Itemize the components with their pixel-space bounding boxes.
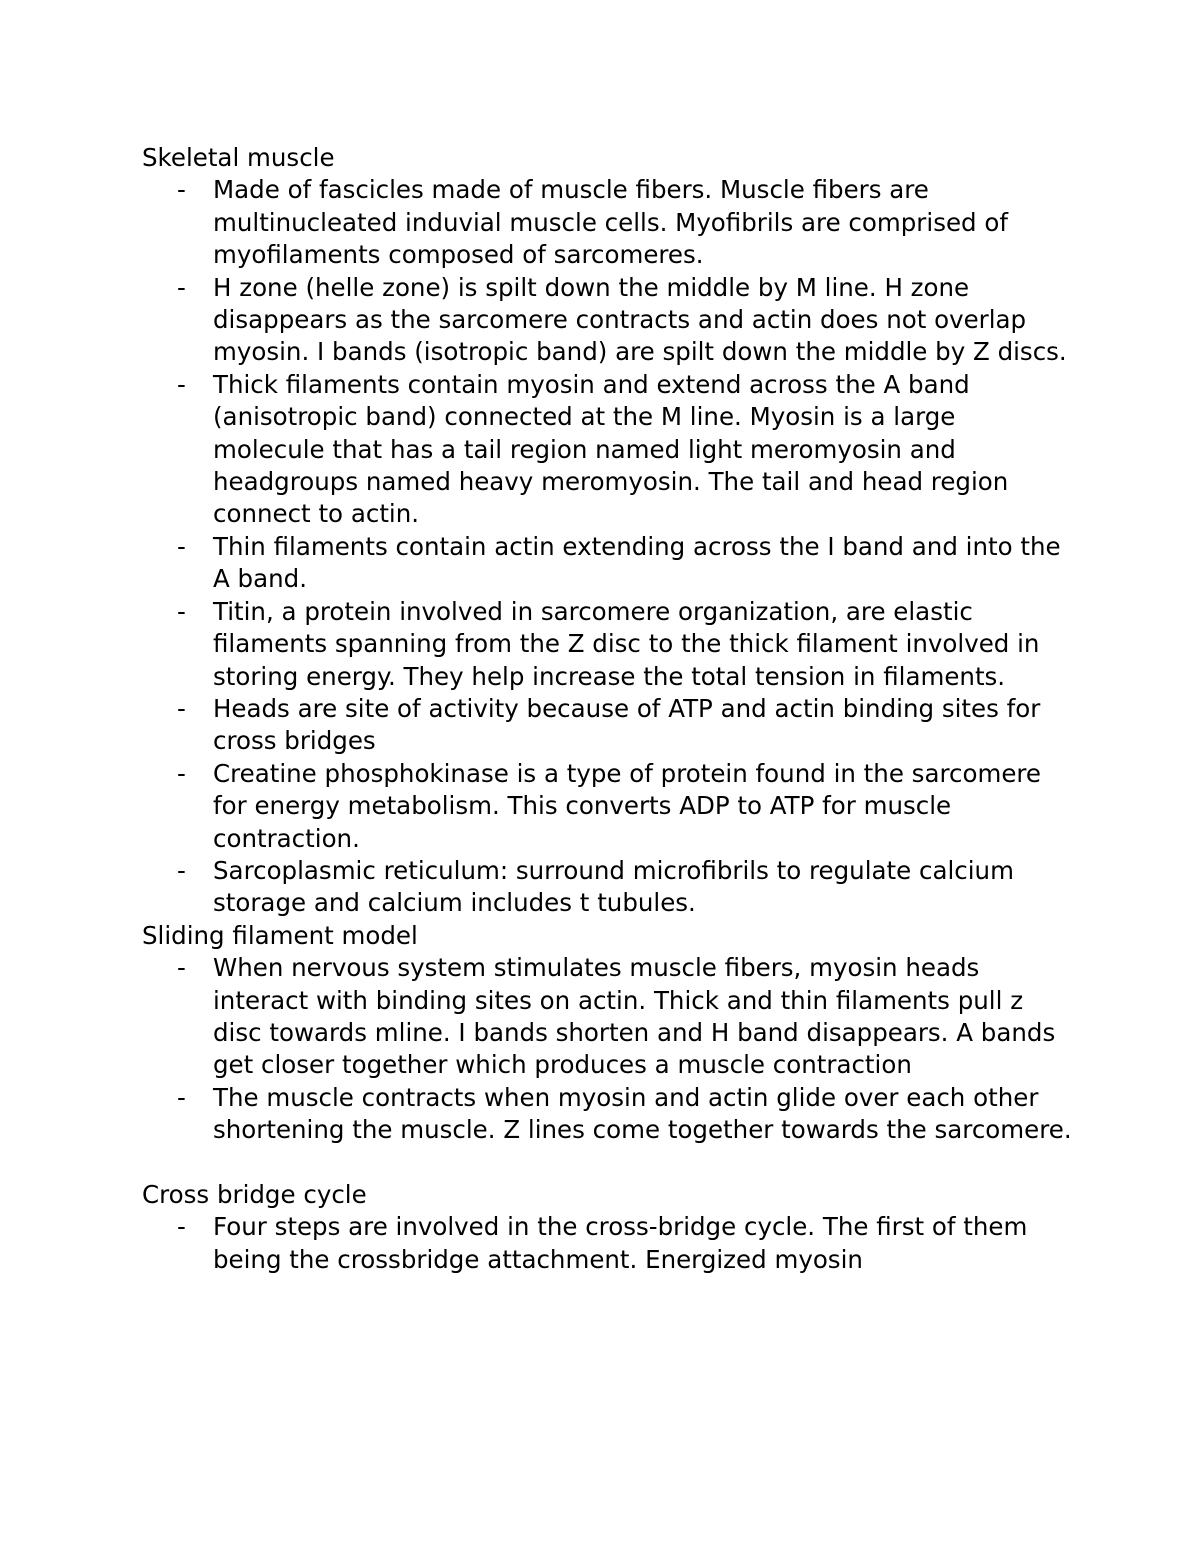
- list-item-text: The muscle contracts when myosin and actin glide over each other shortening the muscle. Z lines come together towards the sarcomere.: [213, 1082, 1072, 1145]
- bullet-dash: -: [177, 693, 186, 723]
- blank-line: [142, 1147, 1072, 1179]
- list-item-text: Creatine phosphokinase is a type of protein found in the sarcomere for energy metabolism. This converts ADP to ATP for muscle contraction.: [213, 758, 1041, 853]
- bullet-dash: -: [177, 175, 186, 205]
- list-item-text: Thick filaments contain myosin and extend across the A band (anisotropic band) connected at the M line. Myosin is a large molecule that has a tail region named light meromyosin and headgroups named heavy meromyosin. The tail and head region connect to actin.: [213, 369, 1009, 529]
- bullet-dash: -: [177, 531, 186, 561]
- section-heading: Sliding filament model: [142, 920, 418, 950]
- list-item-text: Thin filaments contain actin extending across the I band and into the A band.: [213, 531, 1061, 594]
- list-item-text: Made of fascicles made of muscle fibers. Muscle fibers are multinucleated induvial muscle cells. Myofibrils are comprised of myofilaments composed of sarcomeres.: [213, 175, 1008, 270]
- bullet-dash: -: [177, 953, 186, 983]
- section-sliding-filament-model: [142, 920, 1072, 1147]
- list-item-text: Four steps are involved in the cross-bridge cycle. The first of them being the crossbridge attachment. Energized myosin: [213, 1212, 1028, 1274]
- bullet-dash: -: [177, 855, 186, 885]
- document-page: [142, 142, 1072, 1276]
- list-item: [142, 174, 1072, 271]
- bullet-dash: -: [177, 1212, 186, 1242]
- list-item-text: H zone (helle zone) is spilt down the middle by M line. H zone disappears as the sarcomere contracts and actin does not overlap myosin. I bands (isotropic band) are spilt down the middle by Z discs.: [213, 272, 1067, 367]
- bullet-dash: -: [177, 1082, 186, 1112]
- list-item-text: Titin, a protein involved in sarcomere organization, are elastic filaments spanning from the Z disc to the thick filament involved in storing energy. They help increase the total tension in filaments.: [213, 596, 1040, 691]
- list-item: [142, 952, 1072, 1082]
- list-item-text: Sarcoplasmic reticulum: surround microfibrils to regulate calcium storage and calcium includes t tubules.: [213, 855, 1014, 918]
- list-item: [142, 758, 1072, 855]
- bullet-dash: -: [177, 369, 186, 399]
- section-heading: Skeletal muscle: [142, 143, 335, 172]
- bullet-dash: -: [177, 758, 186, 788]
- list-item: [142, 531, 1072, 596]
- list-item: [142, 1211, 1072, 1276]
- list-item: [142, 1082, 1072, 1147]
- list-item: [142, 369, 1072, 531]
- section-heading: Cross bridge cycle: [142, 1179, 367, 1209]
- list-item: [142, 596, 1072, 693]
- list-item: [142, 855, 1072, 920]
- list-item: [142, 272, 1072, 369]
- bullet-list: [142, 174, 1072, 919]
- bullet-list: [142, 1211, 1072, 1276]
- section-cross-bridge-cycle: [142, 1179, 1072, 1276]
- bullet-list: [142, 952, 1072, 1146]
- section-skeletal-muscle: [142, 142, 1072, 920]
- list-item: [142, 693, 1072, 758]
- list-item-text: Heads are site of activity because of ATP and actin binding sites for cross bridges: [213, 693, 1041, 756]
- bullet-dash: -: [177, 272, 186, 302]
- list-item-text: When nervous system stimulates muscle fibers, myosin heads interact with binding sites on actin. Thick and thin filaments pull z disc towards mline. I bands shorten and H band disappears. A bands get closer together which produces a muscle contraction: [213, 953, 1056, 1080]
- bullet-dash: -: [177, 596, 186, 626]
